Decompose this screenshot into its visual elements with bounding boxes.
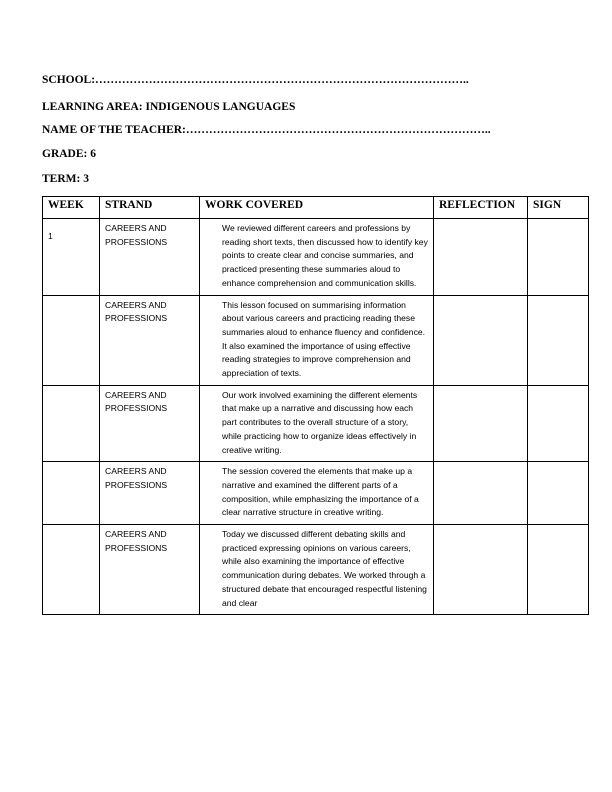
- work-covered-cell: Our work involved examining the different elements that make up a narrative and discussing how each part contributes to the overall structure of a story, while practicing how to organize ideas effectively in creative writing.: [200, 385, 434, 462]
- sign-cell: [528, 462, 589, 525]
- sign-cell: [528, 385, 589, 462]
- school-field: SCHOOL:……………………………………………………………………………………..: [42, 74, 469, 86]
- table-row: [43, 462, 589, 525]
- table-row: [43, 525, 589, 615]
- reflection-cell: [434, 295, 528, 385]
- reflection-cell: [434, 219, 528, 296]
- week-cell: [43, 525, 100, 615]
- column-header-work-covered: WORK COVERED: [200, 197, 434, 219]
- work-covered-cell: The session covered the elements that make up a narrative and examined the different parts of a composition, while emphasizing the importance of a clear narrative structure in creative writing.: [200, 462, 434, 525]
- column-header-sign: SIGN: [528, 197, 589, 219]
- sign-cell: [528, 295, 589, 385]
- reflection-cell: [434, 525, 528, 615]
- strand-cell: CAREERS AND PROFESSIONS: [100, 525, 200, 615]
- table-row: [43, 385, 589, 462]
- work-covered-cell: We reviewed different careers and professions by reading short texts, then discussed how to identify key points to create clear and concise summaries, and practiced presenting these summaries aloud to enhance comprehension and communication skills.: [200, 219, 434, 296]
- strand-cell: CAREERS AND PROFESSIONS: [100, 462, 200, 525]
- column-header-strand: STRAND: [100, 197, 200, 219]
- column-header-reflection: REFLECTION: [434, 197, 528, 219]
- reflection-cell: [434, 462, 528, 525]
- sign-cell: [528, 219, 589, 296]
- table-header-row: [43, 197, 589, 219]
- table-row: [43, 295, 589, 385]
- strand-cell: CAREERS AND PROFESSIONS: [100, 295, 200, 385]
- work-covered-cell: This lesson focused on summarising information about various careers and practicing reading these summaries aloud to enhance fluency and confidence. It also examined the importance of using effective reading strategies to improve comprehension and appreciation of texts.: [200, 295, 434, 385]
- record-of-work-table: [42, 196, 589, 615]
- table-row: [43, 219, 589, 296]
- week-cell: [43, 295, 100, 385]
- reflection-cell: [434, 385, 528, 462]
- term-label: TERM: 3: [42, 173, 89, 185]
- column-header-week: WEEK: [43, 197, 100, 219]
- week-cell: [43, 385, 100, 462]
- strand-cell: CAREERS AND PROFESSIONS: [100, 385, 200, 462]
- sign-cell: [528, 525, 589, 615]
- week-cell: 1: [43, 219, 100, 296]
- work-covered-cell: Today we discussed different debating skills and practiced expressing opinions on various careers, while also examining the importance of effective communication during debates. We worked through a structured debate that encouraged respectful listening and clear: [200, 525, 434, 615]
- week-cell: [43, 462, 100, 525]
- learning-area: LEARNING AREA: INDIGENOUS LANGUAGES: [42, 101, 296, 113]
- grade-label: GRADE: 6: [42, 148, 96, 160]
- teacher-name-field: NAME OF THE TEACHER:……………………………………………………………………..: [42, 124, 491, 136]
- strand-cell: CAREERS AND PROFESSIONS: [100, 219, 200, 296]
